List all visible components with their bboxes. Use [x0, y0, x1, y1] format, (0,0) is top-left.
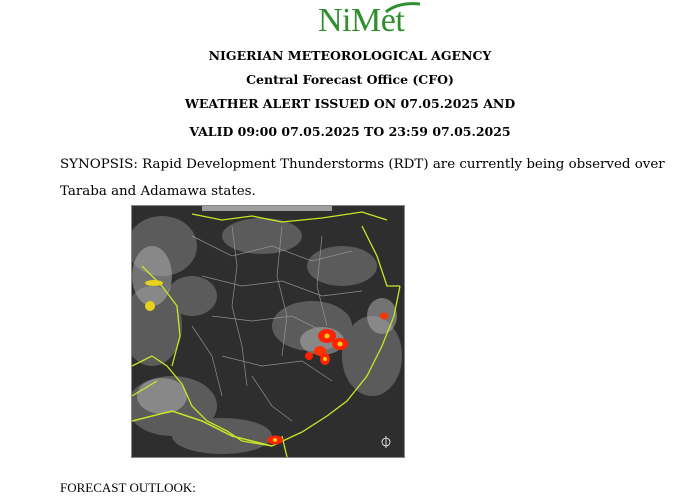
- alert-valid: VALID 09:00 07.05.2025 TO 23:59 07.05.2025: [189, 124, 511, 139]
- satellite-map-graphic: [132, 206, 404, 457]
- synopsis-text: SYNOPSIS: Rapid Development Thunderstorms (RDT) are currently being observed over Taraba and Adamawa states.: [60, 157, 665, 199]
- nimet-logo: [318, 2, 430, 42]
- satellite-image: [131, 205, 405, 458]
- agency-title: NIGERIAN METEOROLOGICAL AGENCY: [208, 48, 492, 63]
- alert-issued: WEATHER ALERT ISSUED ON 07.05.2025 AND: [184, 96, 516, 111]
- forecast-outlook-heading: FORECAST OUTLOOK:: [60, 480, 196, 495]
- office-title: Central Forecast Office (CFO): [246, 72, 454, 87]
- logo-text: NiMet: [318, 2, 405, 39]
